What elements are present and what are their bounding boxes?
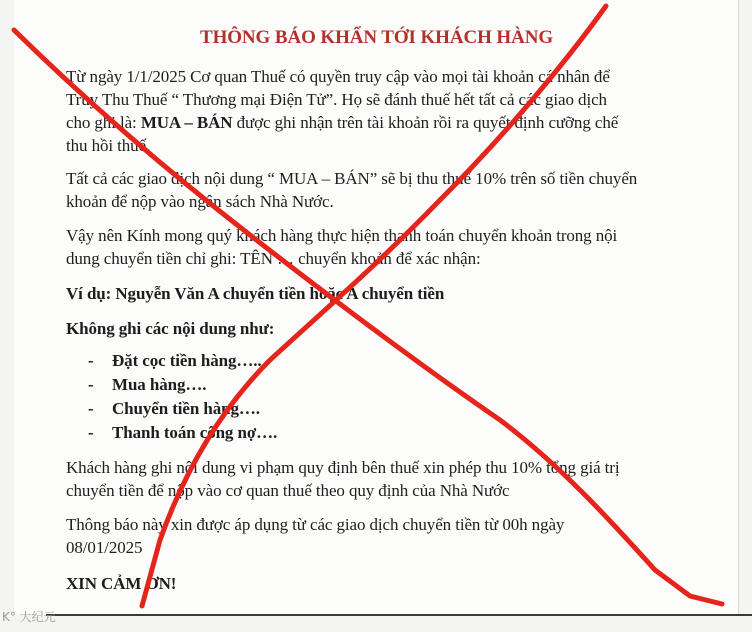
para1-line4: thu hồi thuế. <box>66 136 151 155</box>
para1-line2: Truy Thu Thuế “ Thương mại Điện Tử”. Họ sẽ đánh thuế hết tất cả các giao dịch <box>66 90 607 109</box>
bullet-item: Thanh toán công nợ…. <box>112 423 278 442</box>
document-page <box>14 0 739 614</box>
para5-line2: 08/01/2025 <box>66 538 143 557</box>
bullet-item: Đặt cọc tiền hàng….. <box>112 351 262 370</box>
para2-line2: khoản để nộp vào ngân sách Nhà Nước. <box>66 192 334 211</box>
para5-line1: Thông báo này xin được áp dụng từ các giao dịch chuyển tiền từ 00h ngày <box>66 515 565 534</box>
para4-line1: Khách hàng ghi nội dung vi phạm quy định bên thuế xin phép thu 10% tổng giá trị <box>66 458 620 477</box>
bottom-divider <box>46 614 752 616</box>
bullet-marker: - <box>88 351 94 370</box>
bullet-marker: - <box>88 375 94 394</box>
closing-thanks: XIN CẢM ƠN! <box>66 574 177 593</box>
not-write-heading: Không ghi các nội dung như: <box>66 319 275 338</box>
bullet-item: Mua hàng…. <box>112 375 207 394</box>
bullet-marker: - <box>88 399 94 418</box>
watermark-logo: K° 大纪元 <box>2 610 56 624</box>
bullet-item: Chuyển tiền hàng…. <box>112 399 260 418</box>
para1-line3-bold: MUA – BÁN <box>140 113 233 132</box>
example-line: Ví dụ: Nguyễn Văn A chuyển tiền hoặc A chuyển tiền <box>66 284 445 303</box>
para3-line1: Vậy nên Kính mong quý khách hàng thực hiện thanh toán chuyển khoản trong nội <box>66 226 618 245</box>
para1-line3-pre: cho ghi là: <box>66 113 141 132</box>
para2-line1: Tất cả các giao dịch nội dung “ MUA – BÁN” sẽ bị thu thuế 10% trên số tiền chuyển <box>66 169 638 188</box>
para1-line3-post: được ghi nhận trên tài khoản rồi ra quyết định cưỡng chế <box>232 113 619 132</box>
bullet-marker: - <box>88 423 94 442</box>
para1-line1: Từ ngày 1/1/2025 Cơ quan Thuế có quyền truy cập vào mọi tài khoản cá nhân để <box>66 67 610 86</box>
para3-line2: dung chuyển tiền chỉ ghi: TÊN … chuyển khoản để xác nhận: <box>66 249 481 268</box>
notice-title: THÔNG BÁO KHẨN TỚI KHÁCH HÀNG <box>200 27 554 48</box>
para1-line3 <box>66 113 618 133</box>
para4-line2: chuyển tiền để nộp vào cơ quan thuế theo quy định của Nhà Nước <box>66 481 510 500</box>
